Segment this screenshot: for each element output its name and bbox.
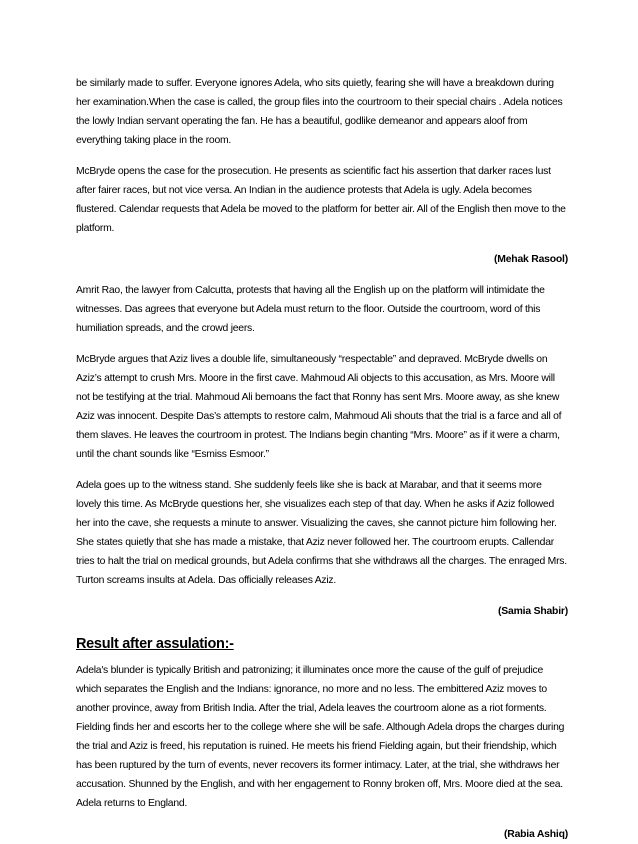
paragraph-amrit-rao: Amrit Rao, the lawyer from Calcutta, protests that having all the English up on the platform will intimidate the witnesses. Das agrees that everyone but Adela must return to the floor. Outside the courtroom, word of this humiliation spreads, and the crowd jeers. [76,285,545,334]
paragraph-result: Adela's blunder is typically British and patronizing; it illuminates once more the cause of the gulf of prejudice which separates the English and the Indians: ignorance, no more and no less. The embittered Aziz moves to another province, away from British India. After the trial, Adela leaves the courtroom alone as a riot forments. Fielding finds her and escorts her to the college where she will be safe. Although Adela drops the charges during the trial and Aziz is freed, his reputation is ruined. He meets his friend Fielding again, but their friendship, which has been ruptured by the turn of events, never recovers its former intimacy. Later, at the trial, she withdraws her accusation. Shunned by the English, and with her engagement to Ronny broken off, Mrs. Moore died at the sea. Adela returns to England. [76,665,565,809]
paragraph-witness-stand: Adela goes up to the witness stand. She suddenly feels like she is back at Marabar, and that it seems more lovely this time. As McBryde questions her, she visualizes each step of that day. When he asks if Aziz followed her into the cave, she requests a minute to answer. Visualizing the caves, she cannot picture him following her. She states quietly that she has made a mistake, that Aziz never followed her. The courtroom erupts. Callendar tries to halt the trial on medical grounds, but Adela confirms that she withdraws all the charges. The enraged Mrs. Turton screams insults at Adela. Das officially releases Aziz. [76,480,567,586]
author-credit-samia: (Samia Shabir) [498,606,568,617]
paragraph-mcbryde-argues: McBryde argues that Aziz lives a double life, simultaneously “respectable” and depraved. McBryde dwells on Aziz’s attempt to crush Mrs. Moore in the first cave. Mahmoud Ali objects to this accusation, as Mrs. Moore will not be testifying at the trial. Mahmoud Ali bemoans the fact that Ronny has sent Mrs. Moore away, as she knew Aziz was innocent. Despite Das’s attempts to restore calm, Mahmoud Ali shouts that the trial is a farce and all of them slaves. He leaves the courtroom in protest. The Indians begin chanting “Mrs. Moore” as if it were a charm, until the chant sounds like “Esmiss Esmoor.” [76,354,562,460]
author-credit-rabia: (Rabia Ashiq) [504,829,568,840]
author-credit-mehak: (Mehak Rasool) [494,254,568,265]
paragraph-trial-opening: be similarly made to suffer. Everyone ignores Adela, who sits quietly, fearing she will have a breakdown during her examination.When the case is called, the group files into the courtroom to their special chairs . Adela notices the lowly Indian servant operating the fan. He has a beautiful, godlike demeanor and appears aloof from everything taking place in the room. [76,78,563,146]
section-heading-result: Result after assulation:- [76,636,234,652]
paragraph-mcbryde-opens: McBryde opens the case for the prosecution. He presents as scientific fact his assertion that darker races lust after fairer races, but not vice versa. An Indian in the audience protests that Adela is ugly. Adela becomes flustered. Calendar requests that Adela be moved to the platform for better air. All of the English then move to the platform. [76,166,566,234]
